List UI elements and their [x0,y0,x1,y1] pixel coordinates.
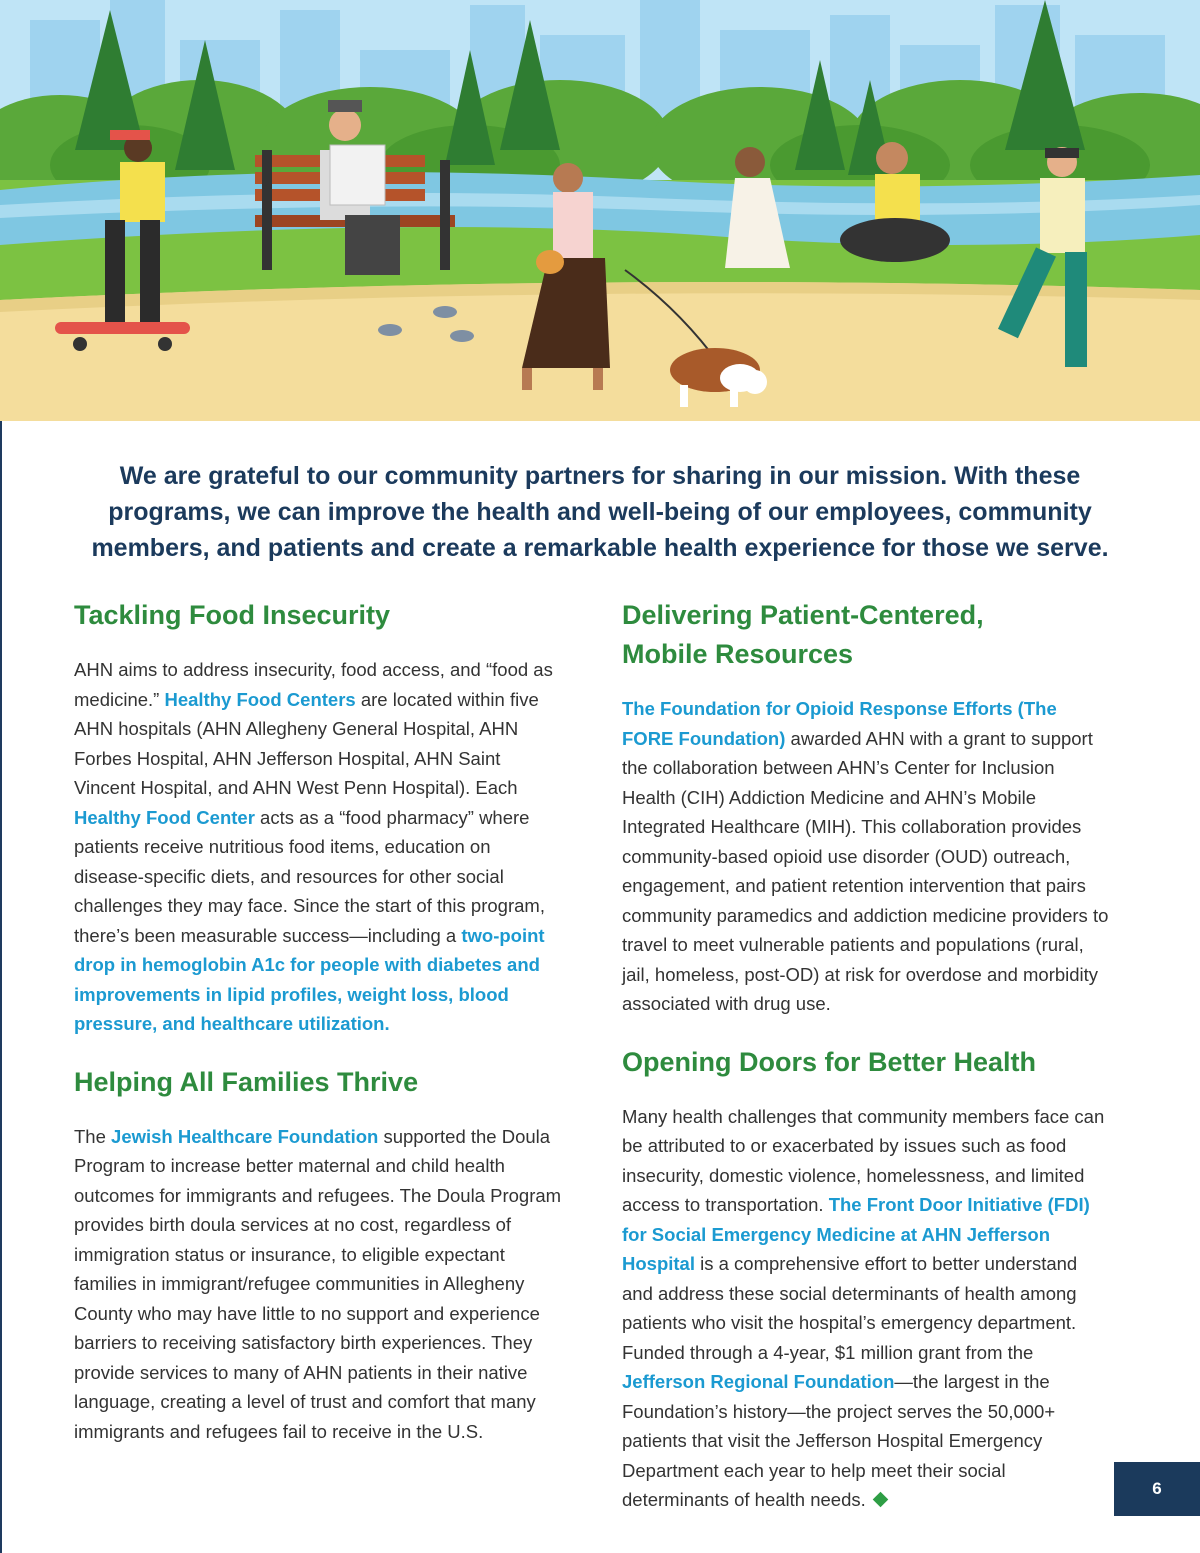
link-healthy-food-centers[interactable]: Healthy Food Centers [164,688,356,710]
heading-food-insecurity: Tackling Food Insecurity [74,600,391,630]
end-diamond-icon [872,1492,888,1508]
link-fore-foundation[interactable]: The Foundation for Opioid Response Efforts (The FORE Foundation) [622,698,1057,749]
highlight-outcomes: two-point drop in hemoglobin A1c for people with diabetes and improvements in lipid profiles, weight loss, blood pressure, and healthcare utilization. [74,924,545,1034]
link-front-door-initiative[interactable]: The Front Door Initiative (FDI) for Social Emergency Medicine at AHN Jefferson Hospital [622,1194,1090,1274]
left-edge-rule [0,421,2,1553]
page-number: 6 [1114,1462,1200,1516]
mobile-resources-paragraph: The Foundation for Opioid Response Efforts (The FORE Foundation) awarded AHN with a grant to support the collaboration between AHN’s Center for Inclusion Health (CIH) Addiction Medicine and AHN’s Mobile Integrated Healthcare (MIH). This collaboration provides community-based opioid use disorder (OUD) outreach, engagement, and patient retention intervention that pairs community paramedics and addiction medicine providers to travel to meet vulnerable patients and populations (rural, jail, homeless, post-OD) at risk for overdose and morbidity associated with drug use. [622,698,1109,1014]
link-jefferson-regional-foundation[interactable]: Jefferson Regional Foundation [622,1371,895,1392]
families-paragraph: The Jewish Healthcare Foundation supported the Doula Program to increase better maternal and child health outcomes for immigrants and refugees. The Doula Program provides birth doula services at no cost, regardless of immigration status or insurance, to eligible expectant families in immigrant/refugee communities in Allegheny County who may have little to no support and experience barriers to receiving satisfactory birth experiences. They provide services to many of AHN patients in their native language, creating a level of trust and comfort that many immigrants and refugees fail to receive in the U.S. [74,1125,562,1442]
right-column [622,596,1112,1515]
left-column [74,596,564,1446]
food-insecurity-paragraph: AHN aims to address insecurity, food access, and “food as medicine.” Healthy Food Centers are located within five AHN hospitals (AHN Allegheny General Hospital, AHN Forbes Hospital, AHN Jefferson Hospital, AHN Saint Vincent Hospital, and AHN West Penn Hospital). Each Healthy Food Center acts as a “food pharmacy” where patients receive nutritious food items, education on disease-specific diets, and resources for other social challenges they may face. Since the start of this program, there’s been measurable success—including a two-point drop in hemoglobin A1c for people with diabetes and improvements in lipid profiles, weight loss, blood pressure, and healthcare utilization. [74,659,553,1034]
heading-mobile-resources: Delivering Patient-Centered, Mobile Resources [622,600,984,669]
intro-statement: We are grateful to our community partners for sharing in our mission. With these programs, we can improve the health and well-being of our employees, community members, and patients and create a remarkable health experience for those we serve. [91,462,1109,562]
heading-families-thrive: Helping All Families Thrive [74,1066,419,1097]
link-jewish-healthcare-foundation[interactable]: Jewish Healthcare Foundation [111,1125,379,1147]
opening-doors-paragraph: Many health challenges that community members face can be attributed to or exacerbated by issues such as food insecurity, domestic violence, homelessness, and limited access to transportation. The Front Door Initiative (FDI) for Social Emergency Medicine at AHN Jefferson Hospital is a comprehensive effort to better understand and address these social determinants of health among patients who visit the hospital’s emergency department. Funded through a 4-year, $1 million grant from the Jefferson Regional Foundation—the largest in the Foundation’s history—the project serves the 50,000+ patients that visit the Jefferson Hospital Emergency Department each year to help meet their social determinants of health needs. [622,1105,1105,1510]
heading-opening-doors: Opening Doors for Better Health [622,1046,1037,1077]
park-illustration [0,0,1200,421]
link-healthy-food-center[interactable]: Healthy Food Center [74,806,255,828]
